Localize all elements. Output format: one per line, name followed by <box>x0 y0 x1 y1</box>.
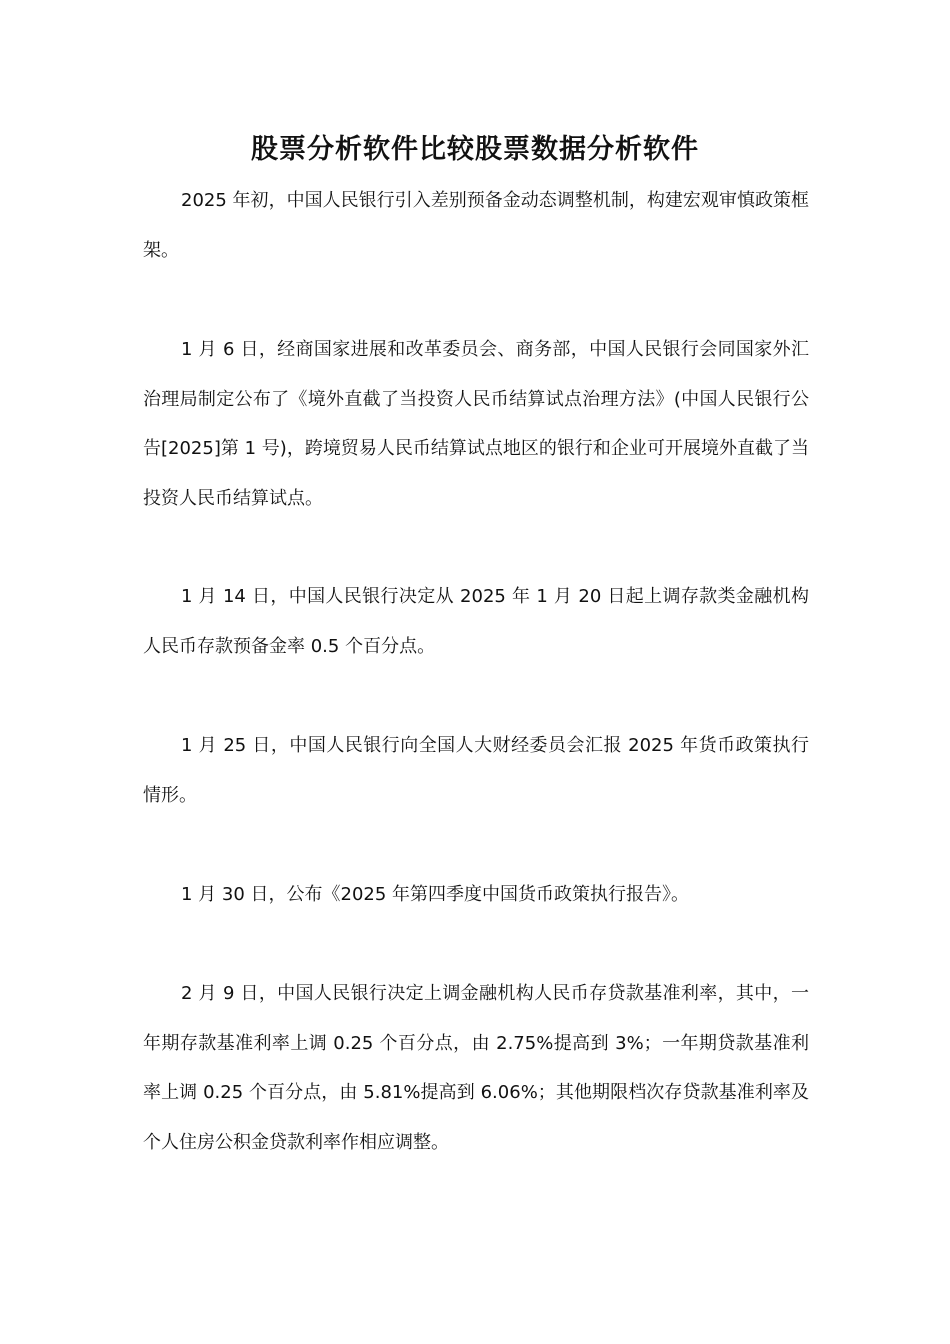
paragraph-jan-25-report: 1 月 25 日，中国人民银行向全国人大财经委员会汇报 2025 年货币政策执行情形。 <box>143 735 809 806</box>
paragraph-jan-30-report: 1 月 30 日，公布《2025 年第四季度中国货币政策执行报告》。 <box>181 884 690 905</box>
paragraph-feb-9-rates: 2 月 9 日，中国人民银行决定上调金融机构人民币存贷款基准利率，其中，一年期存款基准利率上调 0.25 个百分点，由 2.75%提高到 3%；一年期贷款基准利率上调 0.25 个百分点，由 5.81%提高到 6.06%；其他期限档次存贷款基准利率及个人住房公积金贷款利率作相应调整。 <box>143 983 809 1153</box>
paragraph-jan-6-settlement: 1 月 6 日，经商国家进展和改革委员会、商务部，中国人民银行会同国家外汇治理局制定公布了《境外直截了当投资人民币结算试点治理方法》(中国人民银行公告[2025]第 1 号)，跨境贸易人民币结算试点地区的银行和企业可开展境外直截了当投资人民币结算试点。 <box>143 339 809 509</box>
document-title: 股票分析软件比较股票数据分析软件 <box>251 134 699 165</box>
paragraph-reserve-mechanism: 2025 年初，中国人民银行引入差别预备金动态调整机制，构建宏观审慎政策框架。 <box>143 190 809 261</box>
paragraph-jan-14-reserve-ratio: 1 月 14 日，中国人民银行决定从 2025 年 1 月 20 日起上调存款类金融机构人民币存款预备金率 0.5 个百分点。 <box>143 586 809 657</box>
